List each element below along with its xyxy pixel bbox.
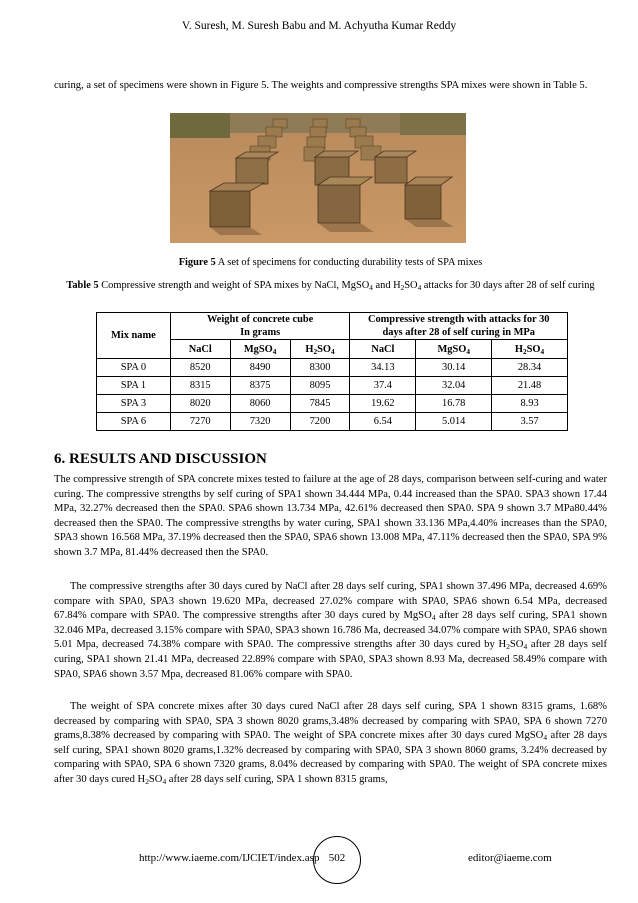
table-row xyxy=(97,395,568,413)
header-strength-group xyxy=(350,313,568,340)
table-cell: 32.04 xyxy=(416,377,492,395)
table-cell: 30.14 xyxy=(416,359,492,377)
table-cell: 8.93 xyxy=(492,395,568,413)
table-caption xyxy=(54,279,607,293)
subscript: 4 xyxy=(523,642,528,652)
table-5 xyxy=(96,312,568,431)
table-cell: 6.54 xyxy=(350,413,416,431)
paragraph-text: The weight of SPA concrete mixes after 30 days cured NaCl after 28 days self curing, SPA 1 shown 8315 grams, 1.68% decreased by comparing with SPA0, SPA 3 shown 8020 grams,3.48% decreased by comparing with SPA0, SPA 6 shown 7270 grams,8.38% decreased by comparing with SPA0. The weight of SPA concrete mixes after 30 days cured MgSO xyxy=(54,701,607,742)
subscript: 4 xyxy=(543,733,548,743)
paragraph-text: The compressive strengths after 30 days cured by NaCl after 28 days self curing, SPA1 shown 37.496 MPa, decreased 4.69% compare with SPA0, SPA3 shown 19.620 MPa, decreased 27.02% compare with SPA0, SPA6 shown 6.54 MPa, decreased 67.84% compare with SPA0. The compressive strengths after 30 days cured by MgSO xyxy=(54,581,607,622)
figure-caption-text: A set of specimens for conducting durability tests of SPA mixes xyxy=(215,257,483,268)
table-cell: 7845 xyxy=(290,395,350,413)
table-cell: 8520 xyxy=(170,359,230,377)
header-strength-line1: Compressive strength with attacks for 30 xyxy=(367,314,550,325)
paragraph-text: SO xyxy=(148,773,163,785)
paragraph-text: after 28 days self curing, SPA1 shown 8020 grams,1.32% decreased by comparing with SPA0, SPA 3 shown 8060 grams, 3.24% decreased by comparing with SPA0, SPA 6 shown 7320 grams, 8.04% decreased by comparing with SPA0. The weight of SPA concrete mixes after 30 days cured H xyxy=(54,730,607,785)
specimen-photo xyxy=(170,113,466,243)
table-cell: 21.48 xyxy=(492,377,568,395)
paragraph-text: after 28 days self curing, SPA1 shown 21.41 MPa, decreased 22.89% compare with SPA0, SPA3 shown 8.93 Ma, decreased 58.49% compare with SPA0, SPA6 shown 3.57 Mpa, decreased 81.06% compare with SPA0. xyxy=(54,639,607,680)
header-mgso4: MgSO$_4$ xyxy=(230,340,290,359)
table-caption-part: attacks for 30 days after 28 of self curing xyxy=(421,280,595,291)
table-cell: 8095 xyxy=(290,377,350,395)
figure-caption xyxy=(54,256,607,270)
table-cell: 8490 xyxy=(230,359,290,377)
paragraph-text: SO xyxy=(509,639,524,651)
table-cell: 8020 xyxy=(170,395,230,413)
section-title: 6. RESULTS AND DISCUSSION xyxy=(54,451,267,467)
table-cell: 7320 xyxy=(230,413,290,431)
header-mgso4: MgSO$_4$ xyxy=(416,340,492,359)
results-paragraph-2 xyxy=(54,580,607,682)
subscript: 2 xyxy=(506,642,510,652)
table-caption-sub: 2 xyxy=(400,284,405,292)
header-h2so4: $H_2SO_4$ xyxy=(290,340,350,359)
header-strength-line2: days after 28 of self curing in MPa xyxy=(382,327,535,338)
table-row xyxy=(97,377,568,395)
running-header: V. Suresh, M. Suresh Babu and M. Achyutha Kumar Reddy xyxy=(181,20,457,32)
header-nacl: NaCl xyxy=(350,340,416,359)
subscript: 2 xyxy=(145,776,149,786)
table-cell: 7270 xyxy=(170,413,230,431)
table-cell-mix: SPA 6 xyxy=(97,413,171,431)
header-weight-line2: In grams xyxy=(240,327,281,338)
footer-email-link[interactable]: editor@iaeme.com xyxy=(468,852,552,864)
table-cell: 8300 xyxy=(290,359,350,377)
header-mix-name: Mix name xyxy=(97,313,171,359)
header-h2so4: $H_2SO_4$ xyxy=(492,340,568,359)
table-cell: 8060 xyxy=(230,395,290,413)
table-cell: 8315 xyxy=(170,377,230,395)
header-weight-line1: Weight of concrete cube xyxy=(206,314,314,325)
table-caption-sub: 4 xyxy=(369,284,373,292)
results-paragraph-1: The compressive strength of SPA concrete mixes tested to failure at the age of 28 days, comparison between self-curing and water curing. The compressive strengths by self curing of SPA1 shown 34.444 MPa, 0.44 increased than the SPA0. SPA3 shown 17.44 MPa, 32.27% decreased then the SPA0. SPA6 shown 13.734 MPa, 42.61% decreased then SPA0. SPA 9 shown 3.7 MPa80.44% decreased then the SPA0. The compressive strengths by water curing, SPA1 shown 33.136 MPa,4.40% increases than the SPA0, SPA3 shown 16.568 MPa, 37.19% decreased then the SPA0, SPA6 shown 13.008 MPa, 47.11% decreased then the SPA0, SPA 9% shown 3.7 MPa, 81.44% decreased then the SPA0. xyxy=(54,474,607,558)
table-cell-mix: SPA 1 xyxy=(97,377,171,395)
table-caption-part: and H xyxy=(372,280,401,291)
subscript: 4 xyxy=(162,776,167,786)
results-paragraph-3 xyxy=(54,700,607,788)
paragraph-text: after 28 days self curing, SPA 1 shown 8315 grams, xyxy=(166,773,388,785)
table-label: Table 5 xyxy=(66,280,99,291)
table-cell: 16.78 xyxy=(416,395,492,413)
table-caption-part: Compressive strength and weight of SPA mixes by NaCl, MgSO xyxy=(98,280,370,291)
table-cell: 3.57 xyxy=(492,413,568,431)
table-cell: 8375 xyxy=(230,377,290,395)
table-cell-mix: SPA 0 xyxy=(97,359,171,377)
table-cell: 19.62 xyxy=(350,395,416,413)
table-cell: 5.014 xyxy=(416,413,492,431)
header-weight-group xyxy=(170,313,350,340)
table-caption-part: SO xyxy=(404,280,418,291)
table-cell: 34.13 xyxy=(350,359,416,377)
table-caption-sub: 4 xyxy=(417,284,422,292)
header-nacl: NaCl xyxy=(170,340,230,359)
table-cell: 7200 xyxy=(290,413,350,431)
subscript: 4 xyxy=(431,613,436,623)
table-cell: 28.34 xyxy=(492,359,568,377)
table-cell: 37.4 xyxy=(350,377,416,395)
table-cell-mix: SPA 3 xyxy=(97,395,171,413)
table-row xyxy=(97,413,568,431)
footer-url-link[interactable]: http://www.iaeme.com/IJCIET/index.asp xyxy=(139,852,320,864)
paragraph-text: after 28 days self curing, SPA1 shown 32.046 MPa, decreased 3.15% compare with SPA0, SPA3 shown 16.786 Ma, decreased 34.07% compare with SPA0, SPA6 shown 5.01 Mpa, decreased 74.38% compare with SPA0. The compressive strengths after 30 days cured by H xyxy=(54,610,607,651)
intro-paragraph: curing, a set of specimens were shown in Figure 5. The weights and compressive strengths SPA mixes were shown in Table 5. xyxy=(54,80,588,91)
table-row xyxy=(97,359,568,377)
figure-label: Figure 5 xyxy=(178,257,216,268)
page-number: 502 xyxy=(328,852,346,864)
